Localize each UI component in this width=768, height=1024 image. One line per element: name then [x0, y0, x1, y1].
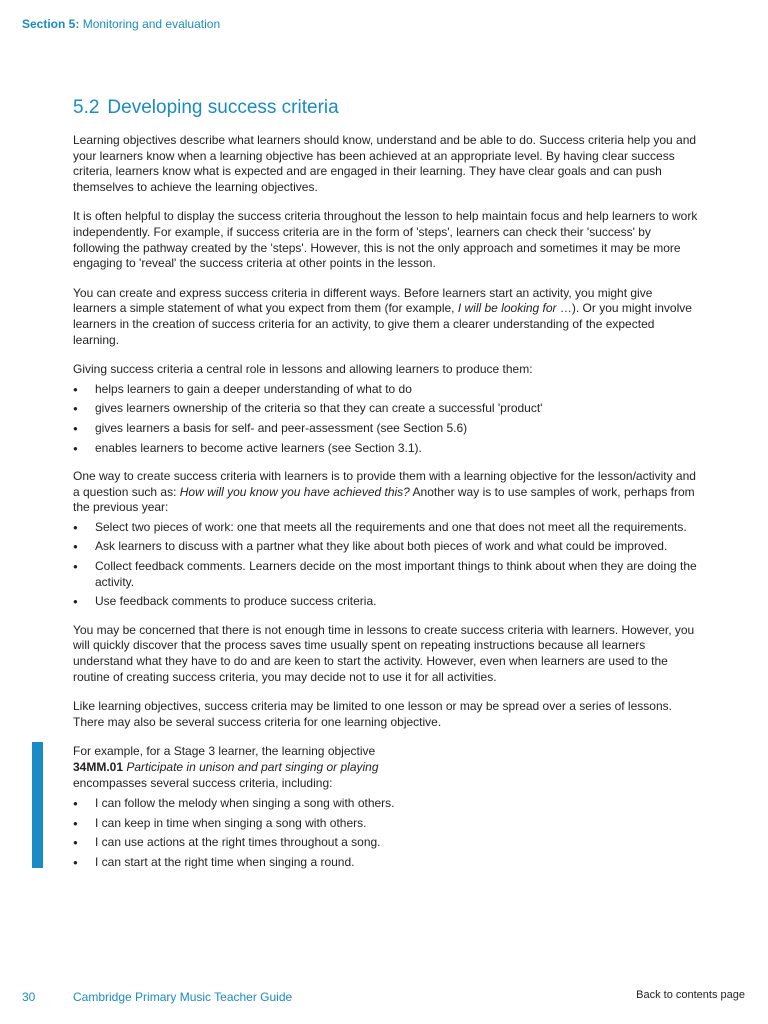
example-line-1: For example, for a Stage 3 learner, the learning objective: [73, 744, 376, 759]
paragraph-one-way: [73, 469, 698, 516]
paragraph-ways-text-1: You can create and express success criteria in different ways. Before learners start an activity, you might give learners a simple statement of what you expect from them (for example,: [73, 285, 653, 316]
section-number: 5.2: [73, 97, 100, 118]
list-item: ● Use feedback comments to produce success criteria.: [73, 594, 698, 610]
paragraph-ways: [73, 286, 698, 348]
list-item: ● gives learners a basis for self- and peer-assessment (see Section 5.6): [73, 421, 698, 437]
page-number: 30: [22, 990, 36, 1004]
paragraph-central-role: Giving success criteria a central role in lessons and allowing learners to produce them:: [73, 362, 533, 377]
list-item: ● I can keep in time when singing a song with others.: [73, 816, 698, 832]
running-header: [22, 17, 220, 31]
list-item: ● Select two pieces of work: one that meets all the requirements and one that does not meet all the requirements.: [73, 520, 698, 536]
benefits-list: [73, 382, 698, 456]
list-item: ● I can follow the melody when singing a song with others.: [73, 796, 698, 812]
main-content: [73, 97, 698, 884]
list-item: ● I can start at the right time when singing a round.: [73, 855, 698, 871]
section-title: Developing success criteria: [107, 97, 339, 118]
paragraph-one-way-text-2: Another way is to use samples of work, perhaps from the previous year:: [73, 484, 695, 515]
paragraph-like-objectives: Like learning objectives, success criteria may be limited to one lesson or may be spread over a series of lessons. There may also be several success criteria for one learning objective.: [73, 699, 672, 729]
paragraph-one-way-text-1: One way to create success criteria with learners is to provide them with a learning objective for the lesson/activity and a question such as:: [73, 469, 696, 499]
example-line-3: encompasses several success criteria, including:: [73, 775, 333, 790]
criteria-list: [73, 796, 698, 870]
example-callout: [73, 744, 698, 870]
list-item: ● enables learners to become active learners (see Section 3.1).: [73, 441, 698, 457]
samples-list: [73, 520, 698, 610]
objective-code: 34MM.01: [73, 760, 124, 774]
example-text: [73, 744, 698, 791]
list-item: ● I can use actions at the right times throughout a song.: [73, 835, 698, 851]
paragraph-one-way-italic: How will you know you have achieved this?: [179, 484, 410, 499]
callout-accent-bar: [32, 742, 43, 868]
header-section-title: Monitoring and evaluation: [82, 17, 221, 31]
footer-title: Cambridge Primary Music Teacher Guide: [73, 990, 293, 1004]
list-item: ● Ask learners to discuss with a partner what they like about both pieces of work and what could be improved.: [73, 539, 698, 555]
paragraph-intro: Learning objectives describe what learners should know, understand and be able to do. Success criteria help you and your learners know when a learning objective has been achieved at an appropriate level. By having clear success criteria, learners know what is expected and are engaged in their learning. They have clear goals and can push themselves to achieve the learning objectives.: [73, 133, 697, 194]
paragraph-time: You may be concerned that there is not enough time in lessons to create success criteria with learners. However, you will quickly discover that the process saves time usually spent on repeating instructions because all learners understand what they have to do and are keen to start the activity. However, even when learners are used to the routine of creating success criteria, you may decide not to use it for all activities.: [73, 622, 695, 684]
list-item: ● helps learners to gain a deeper understanding of what to do: [73, 382, 698, 398]
paragraph-ways-italic: I will be looking for: [457, 301, 557, 316]
list-item: ● gives learners ownership of the criteria so that they can create a successful 'product': [73, 401, 698, 417]
paragraph-display: It is often helpful to display the success criteria throughout the lesson to help maintain focus and help learners to work independently. For example, if success criteria are in the form of 'steps', learners can check their 'success' by following the pathway created by the 'steps'. However, this is not the only approach and sometimes it may be more engaging to 'reveal' the success criteria at other points in the lesson.: [73, 209, 698, 271]
objective-text: Participate in unison and part singing or playing: [126, 760, 379, 774]
list-item: ● Collect feedback comments. Learners decide on the most important things to think about when they are doing the activity.: [73, 559, 698, 590]
header-section-label: Section 5:: [22, 17, 80, 31]
back-to-contents-link[interactable]: Back to contents page: [636, 989, 745, 1001]
section-heading: [73, 97, 698, 119]
paragraph-ways-text-2: …). Or you might involve learners in the creation of success criteria for an activity, to give them a clearer understanding of the expected learning.: [73, 301, 692, 347]
